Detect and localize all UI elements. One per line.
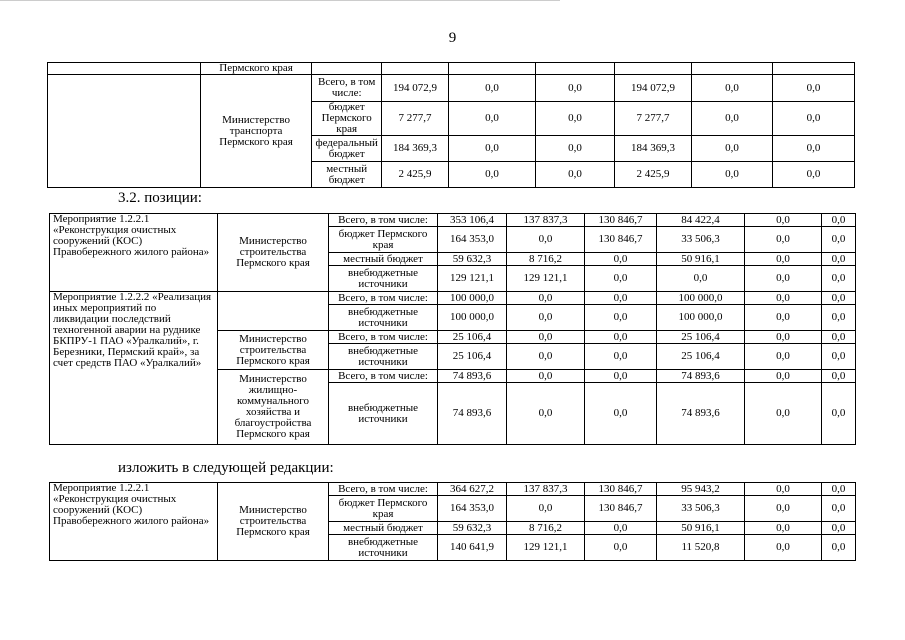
table-cell-value: 130 846,7 [585,496,657,522]
table-cell-value: 164 353,0 [438,227,507,253]
section-heading-positions: 3.2. позиции: [118,190,202,206]
table-cell-value: 0,0 [745,496,822,522]
ministry-cell: Министерство жилищно-коммунального хозяйства и благоустройства Пермского края [218,370,329,445]
table-cell-source: бюджет Пермского края [312,102,382,136]
table-cell-value: 0,0 [745,253,822,266]
table-cell-value: 74 893,6 [657,370,745,383]
table-cell-value: 0,0 [691,75,772,102]
table-cell-value: 0,0 [822,266,856,292]
table-cell-value: 0,0 [745,214,822,227]
table-cell-value: 364 627,2 [438,483,507,496]
table-cell-value: 0,0 [822,535,856,561]
table-cell-value: 0,0 [822,344,856,370]
table-cell-value: 0,0 [585,305,657,331]
table-cell-value: 0,0 [585,292,657,305]
table-cell-value: 0,0 [822,331,856,344]
table-cell-value: 8 716,2 [507,522,585,535]
table-cell-value: 0,0 [448,162,535,188]
table-cell-source: внебюджетные источники [329,266,438,292]
table-cell-value: 0,0 [772,162,854,188]
table-cell-value: 0,0 [772,75,854,102]
ministry-cell: Министерство строительства Пермского края [218,483,329,561]
table-cell-value: 84 422,4 [657,214,745,227]
table-cell-value: 100 000,0 [657,305,745,331]
page-number: 9 [448,30,457,46]
table-cell-value: 25 106,4 [657,331,745,344]
table-cell-value: 353 106,4 [438,214,507,227]
table-cell-value: 11 520,8 [657,535,745,561]
table-cell-value: 0,0 [745,331,822,344]
table-cell-value: 137 837,3 [507,483,585,496]
table-row [48,63,855,75]
table-cell-value: 0,0 [585,253,657,266]
table-cell-value: 0,0 [745,344,822,370]
table-cell-value: 0,0 [507,227,585,253]
table-cell-value: 0,0 [585,535,657,561]
table-row [48,75,855,102]
event-name-1-2-2-2: Мероприятие 1.2.2.2 «Реализация иных мероприятий по ликвидации последствий техногенной аварии на руднике БКПРУ-1 ПАО «Уралкалий», г. Березники, Пермский край», за счет средств ПАО «Уралкалий» [50,292,218,445]
table-cell-value: 100 000,0 [438,292,507,305]
table-cell-value: 0,0 [745,292,822,305]
table-cell-value: 184 369,3 [382,136,449,162]
table-cell-value: 59 632,3 [438,253,507,266]
table-cell-source: Всего, в том числе: [329,370,438,383]
table-cell-value: 2 425,9 [614,162,691,188]
table-cell-value: 25 106,4 [438,331,507,344]
table-cell-value: 100 000,0 [657,292,745,305]
table-cell-value: 194 072,9 [382,75,449,102]
table-cell-source: Всего, в том числе: [312,75,382,102]
table-cell-value: 0,0 [745,383,822,445]
table-cell-value: 0,0 [585,344,657,370]
table-cell-value: 95 943,2 [657,483,745,496]
table-cell-value: 0,0 [657,266,745,292]
table-cell-source: бюджет Пермского края [329,496,438,522]
table-row [50,214,856,227]
table-cell-source: внебюджетные источники [329,383,438,445]
table-cell-value: 0,0 [585,266,657,292]
table-cell-value: 0,0 [536,102,615,136]
table-cell-source: Всего, в том числе: [329,292,438,305]
table-cell-value: 0,0 [745,227,822,253]
table-cell-value: 0,0 [536,75,615,102]
table-cell-value: 0,0 [536,136,615,162]
table-transport [47,62,855,188]
table-cell-source: федеральный бюджет [312,136,382,162]
table-row [50,483,856,496]
section-heading-restate: изложить в следующей редакции: [118,460,334,476]
table-cell-value: 50 916,1 [657,253,745,266]
ministry-cell: Министерство транспорта Пермского края [200,75,311,188]
table-cell-source: Всего, в том числе: [329,483,438,496]
table-cell-value: 0,0 [507,370,585,383]
table-cell-value: 25 106,4 [657,344,745,370]
table-cell-value: 0,0 [822,370,856,383]
ministry-cell: Министерство строительства Пермского края [218,214,329,292]
table-cell-value: 137 837,3 [507,214,585,227]
table-cell-source: местный бюджет [312,162,382,188]
table-cell-value: 0,0 [772,136,854,162]
table-cell-value: 7 277,7 [614,102,691,136]
table-cell-value: 0,0 [507,383,585,445]
table-cell-source: местный бюджет [329,253,438,266]
table-positions [49,213,856,445]
table-cell-value: 0,0 [691,102,772,136]
table-cell-value: 140 641,9 [438,535,507,561]
table-row [50,292,856,305]
table-cell-value: 7 277,7 [382,102,449,136]
table-cell-value: 129 121,1 [507,535,585,561]
table-cell-value: 0,0 [507,331,585,344]
table-cell-value: 0,0 [507,305,585,331]
table-cell-value: 0,0 [745,522,822,535]
table-cell-value: 0,0 [536,162,615,188]
table-cell-value: 0,0 [585,522,657,535]
table-cell-value: 0,0 [507,292,585,305]
table-cell-value: 0,0 [585,383,657,445]
table-cell-value: 0,0 [822,305,856,331]
table-cell-value: 0,0 [822,253,856,266]
scan-edge-line [0,0,560,1]
table-cell-value: 0,0 [585,331,657,344]
table-cell-value: 0,0 [745,535,822,561]
table-cell-source: бюджет Пермского края [329,227,438,253]
region-label: Пермского края [200,63,311,75]
table-cell-value: 0,0 [745,305,822,331]
table-cell-value: 0,0 [507,344,585,370]
table-cell-value: 0,0 [448,136,535,162]
table-cell-value: 50 916,1 [657,522,745,535]
table-cell-value: 25 106,4 [438,344,507,370]
table-cell-source: внебюджетные источники [329,535,438,561]
table-cell-value: 0,0 [691,162,772,188]
table-cell-value: 74 893,6 [438,370,507,383]
table-cell-value: 0,0 [822,496,856,522]
table-cell-value: 129 121,1 [507,266,585,292]
table-cell-value: 0,0 [822,292,856,305]
table-cell-value: 0,0 [822,483,856,496]
table-cell-value: 164 353,0 [438,496,507,522]
table-cell-value: 8 716,2 [507,253,585,266]
table-cell-value: 130 846,7 [585,214,657,227]
table-cell-value: 74 893,6 [438,383,507,445]
table-cell-value: 0,0 [745,483,822,496]
ministry-cell: Министерство строительства Пермского края [218,331,329,370]
table-cell-value: 33 506,3 [657,227,745,253]
table-cell-value: 0,0 [822,227,856,253]
table-cell-value: 194 072,9 [614,75,691,102]
table-cell-value: 0,0 [822,383,856,445]
table-cell-value: 0,0 [822,522,856,535]
table-cell-value: 100 000,0 [438,305,507,331]
table-cell-value: 0,0 [745,370,822,383]
table-cell-source: Всего, в том числе: [329,331,438,344]
table-cell-value: 130 846,7 [585,483,657,496]
table-cell-value: 0,0 [448,102,535,136]
table-cell-value: 59 632,3 [438,522,507,535]
table-cell-source: Всего, в том числе: [329,214,438,227]
event-name-1-2-2-1: Мероприятие 1.2.2.1 «Реконструкция очистных сооружений (КОС) Правобережного жилого района» [50,483,218,561]
table-cell-value: 0,0 [507,496,585,522]
table-cell-source: внебюджетные источники [329,344,438,370]
table-cell-value: 33 506,3 [657,496,745,522]
table-cell-value: 0,0 [448,75,535,102]
table-cell-value: 184 369,3 [614,136,691,162]
table-cell-value: 2 425,9 [382,162,449,188]
table-cell-value: 0,0 [585,370,657,383]
table-cell-value: 74 893,6 [657,383,745,445]
table-cell-value: 0,0 [772,102,854,136]
event-name-1-2-2-1: Мероприятие 1.2.2.1 «Реконструкция очистных сооружений (КОС) Правобережного жилого района» [50,214,218,292]
table-new-edition [49,482,856,561]
table-cell-value: 130 846,7 [585,227,657,253]
table-cell-value: 0,0 [822,214,856,227]
table-cell-source: внебюджетные источники [329,305,438,331]
table-cell-source: местный бюджет [329,522,438,535]
table-cell-value: 129 121,1 [438,266,507,292]
table-cell-value: 0,0 [691,136,772,162]
table-cell-value: 0,0 [745,266,822,292]
